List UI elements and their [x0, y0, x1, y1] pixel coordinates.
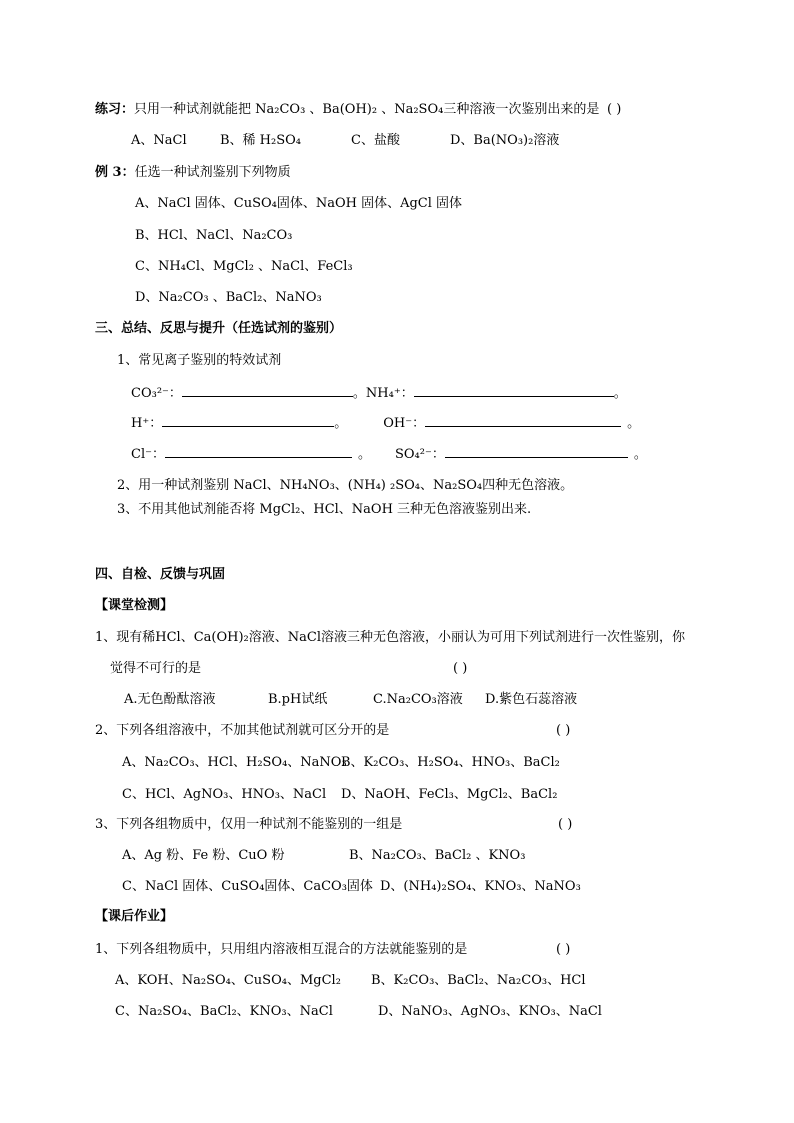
check-q1-option-a: A.无色酚酞溶液 — [124, 692, 216, 707]
check-q1-line1: 1、现有稀HCl、Ca(OH)₂溶液、NaCl溶液三种无色溶液，小丽认为可用下列试剂进行一次性鉴别，你 — [95, 630, 685, 645]
ion-row-cl-so4 — [131, 445, 647, 464]
homework-heading: 【课后作业】 — [95, 909, 174, 924]
example3-item-c: C、NH₄Cl、MgCl₂ 、NaCl、FeCl₃ — [135, 259, 353, 274]
oh-answer-blank[interactable] — [425, 414, 621, 427]
h-period: 。 — [334, 416, 348, 431]
so4-answer-blank[interactable] — [445, 445, 628, 458]
section3-q1: 1、常见离子鉴别的特效试剂 — [117, 353, 282, 368]
example3-label: 例 3： — [95, 165, 135, 180]
homework-q1-option-a: A、KOH、Na₂SO₄、CuSO₄、MgCl₂ — [115, 973, 341, 988]
example3-item-d: D、Na₂CO₃ 、BaCl₂、NaNO₃ — [135, 290, 322, 305]
h-answer-blank[interactable] — [162, 414, 334, 427]
co3-answer-blank[interactable] — [182, 384, 353, 397]
nh4-period: 。 — [613, 386, 627, 401]
check-q1-option-b: B.pH试纸 — [268, 692, 328, 707]
practice-text: 只用一种试剂就能把 Na₂CO₃ 、Ba(OH)₂ 、Na₂SO₄三种溶液一次鉴别出来的是 — [134, 102, 600, 117]
practice-option-a: A、NaCl — [131, 133, 187, 148]
check-q3-option-a: A、Ag 粉、Fe 粉、CuO 粉 — [122, 848, 285, 863]
cl-answer-blank[interactable] — [165, 445, 352, 458]
example3-question — [95, 164, 291, 182]
cl-period: 。 — [357, 447, 371, 462]
section3-title: 三、总结、反思与提升（任选试剂的鉴别） — [95, 321, 343, 336]
check-q2-paren: ( ) — [556, 723, 571, 738]
check-q1-line2: 觉得不可行的是 — [110, 661, 202, 676]
homework-q1-option-d: D、NaNO₃、AgNO₃、KNO₃、NaCl — [378, 1004, 602, 1019]
practice-label: 练习： — [95, 102, 135, 117]
so4-label: SO₄²⁻： — [394, 447, 445, 462]
check-q2-option-d: D、NaOH、FeCl₃、MgCl₂、BaCl₂ — [341, 787, 558, 802]
check-q2-option-c: C、HCl、AgNO₃、HNO₃、NaCl — [122, 787, 327, 802]
check-q2: 2、下列各组溶液中，不加其他试剂就可区分开的是 — [95, 723, 390, 738]
nh4-answer-blank[interactable] — [414, 384, 614, 397]
homework-q1-option-c: C、Na₂SO₄、BaCl₂、KNO₃、NaCl — [115, 1004, 333, 1019]
so4-period: 。 — [633, 447, 647, 462]
co3-label: CO₃²⁻： — [131, 386, 182, 401]
example3-text: 任选一种试剂鉴别下列物质 — [134, 165, 291, 180]
homework-q1: 1、下列各组物质中，只用组内溶液相互混合的方法就能鉴别的是 — [95, 942, 468, 957]
check-q1-option-d: D.紫色石蕊溶液 — [485, 692, 578, 707]
practice-option-c: C、盐酸 — [351, 133, 400, 148]
nh4-label: NH₄⁺： — [365, 386, 414, 401]
section3-q3: 3、不用其他试剂能否将 MgCl₂、HCl、NaOH 三种无色溶液鉴别出来. — [117, 502, 532, 517]
check-q3-paren: ( ) — [558, 817, 573, 832]
example3-item-b: B、HCl、NaCl、Na₂CO₃ — [135, 228, 293, 243]
h-label: H⁺： — [131, 416, 163, 431]
section4-title: 四、自检、反馈与巩固 — [95, 567, 226, 582]
ion-row-h-oh — [131, 414, 640, 433]
check-q3-option-c: C、NaCl 固体、CuSO₄固体、CaCO₃固体 — [122, 879, 373, 894]
class-check-heading: 【课堂检测】 — [95, 598, 174, 613]
oh-period: 。 — [627, 416, 641, 431]
practice-option-b: B、稀 H₂SO₄ — [220, 133, 302, 148]
example3-item-a: A、NaCl 固体、CuSO₄固体、NaOH 固体、AgCl 固体 — [135, 196, 463, 211]
practice-answer-paren: ( ) — [607, 102, 622, 117]
practice-option-d: D、Ba(NO₃)₂溶液 — [450, 133, 560, 148]
oh-label: OH⁻： — [383, 416, 426, 431]
homework-q1-paren: ( ) — [556, 942, 571, 957]
check-q3: 3、下列各组物质中，仅用一种试剂不能鉴别的一组是 — [95, 817, 403, 832]
check-q1-option-c: C.Na₂CO₃溶液 — [373, 692, 463, 707]
cl-label: Cl⁻： — [131, 447, 165, 462]
check-q1-paren: ( ) — [453, 661, 468, 676]
check-q3-option-d: D、(NH₄)₂SO₄、KNO₃、NaNO₃ — [380, 879, 581, 894]
co3-period: 。 — [352, 386, 366, 401]
check-q2-option-b: B、K₂CO₃、H₂SO₄、HNO₃、BaCl₂ — [341, 755, 560, 770]
check-q2-option-a: A、Na₂CO₃、HCl、H₂SO₄、NaNO₃ — [122, 755, 347, 770]
practice-question — [95, 101, 599, 119]
homework-q1-option-b: B、K₂CO₃、BaCl₂、Na₂CO₃、HCl — [371, 973, 586, 988]
section3-q2: 2、用一种试剂鉴别 NaCl、NH₄NO₃、(NH₄) ₂SO₄、Na₂SO₄四种无色溶液。 — [117, 478, 574, 493]
ion-row-co3-nh4 — [131, 384, 627, 403]
check-q3-option-b: B、Na₂CO₃、BaCl₂ 、KNO₃ — [349, 848, 526, 863]
